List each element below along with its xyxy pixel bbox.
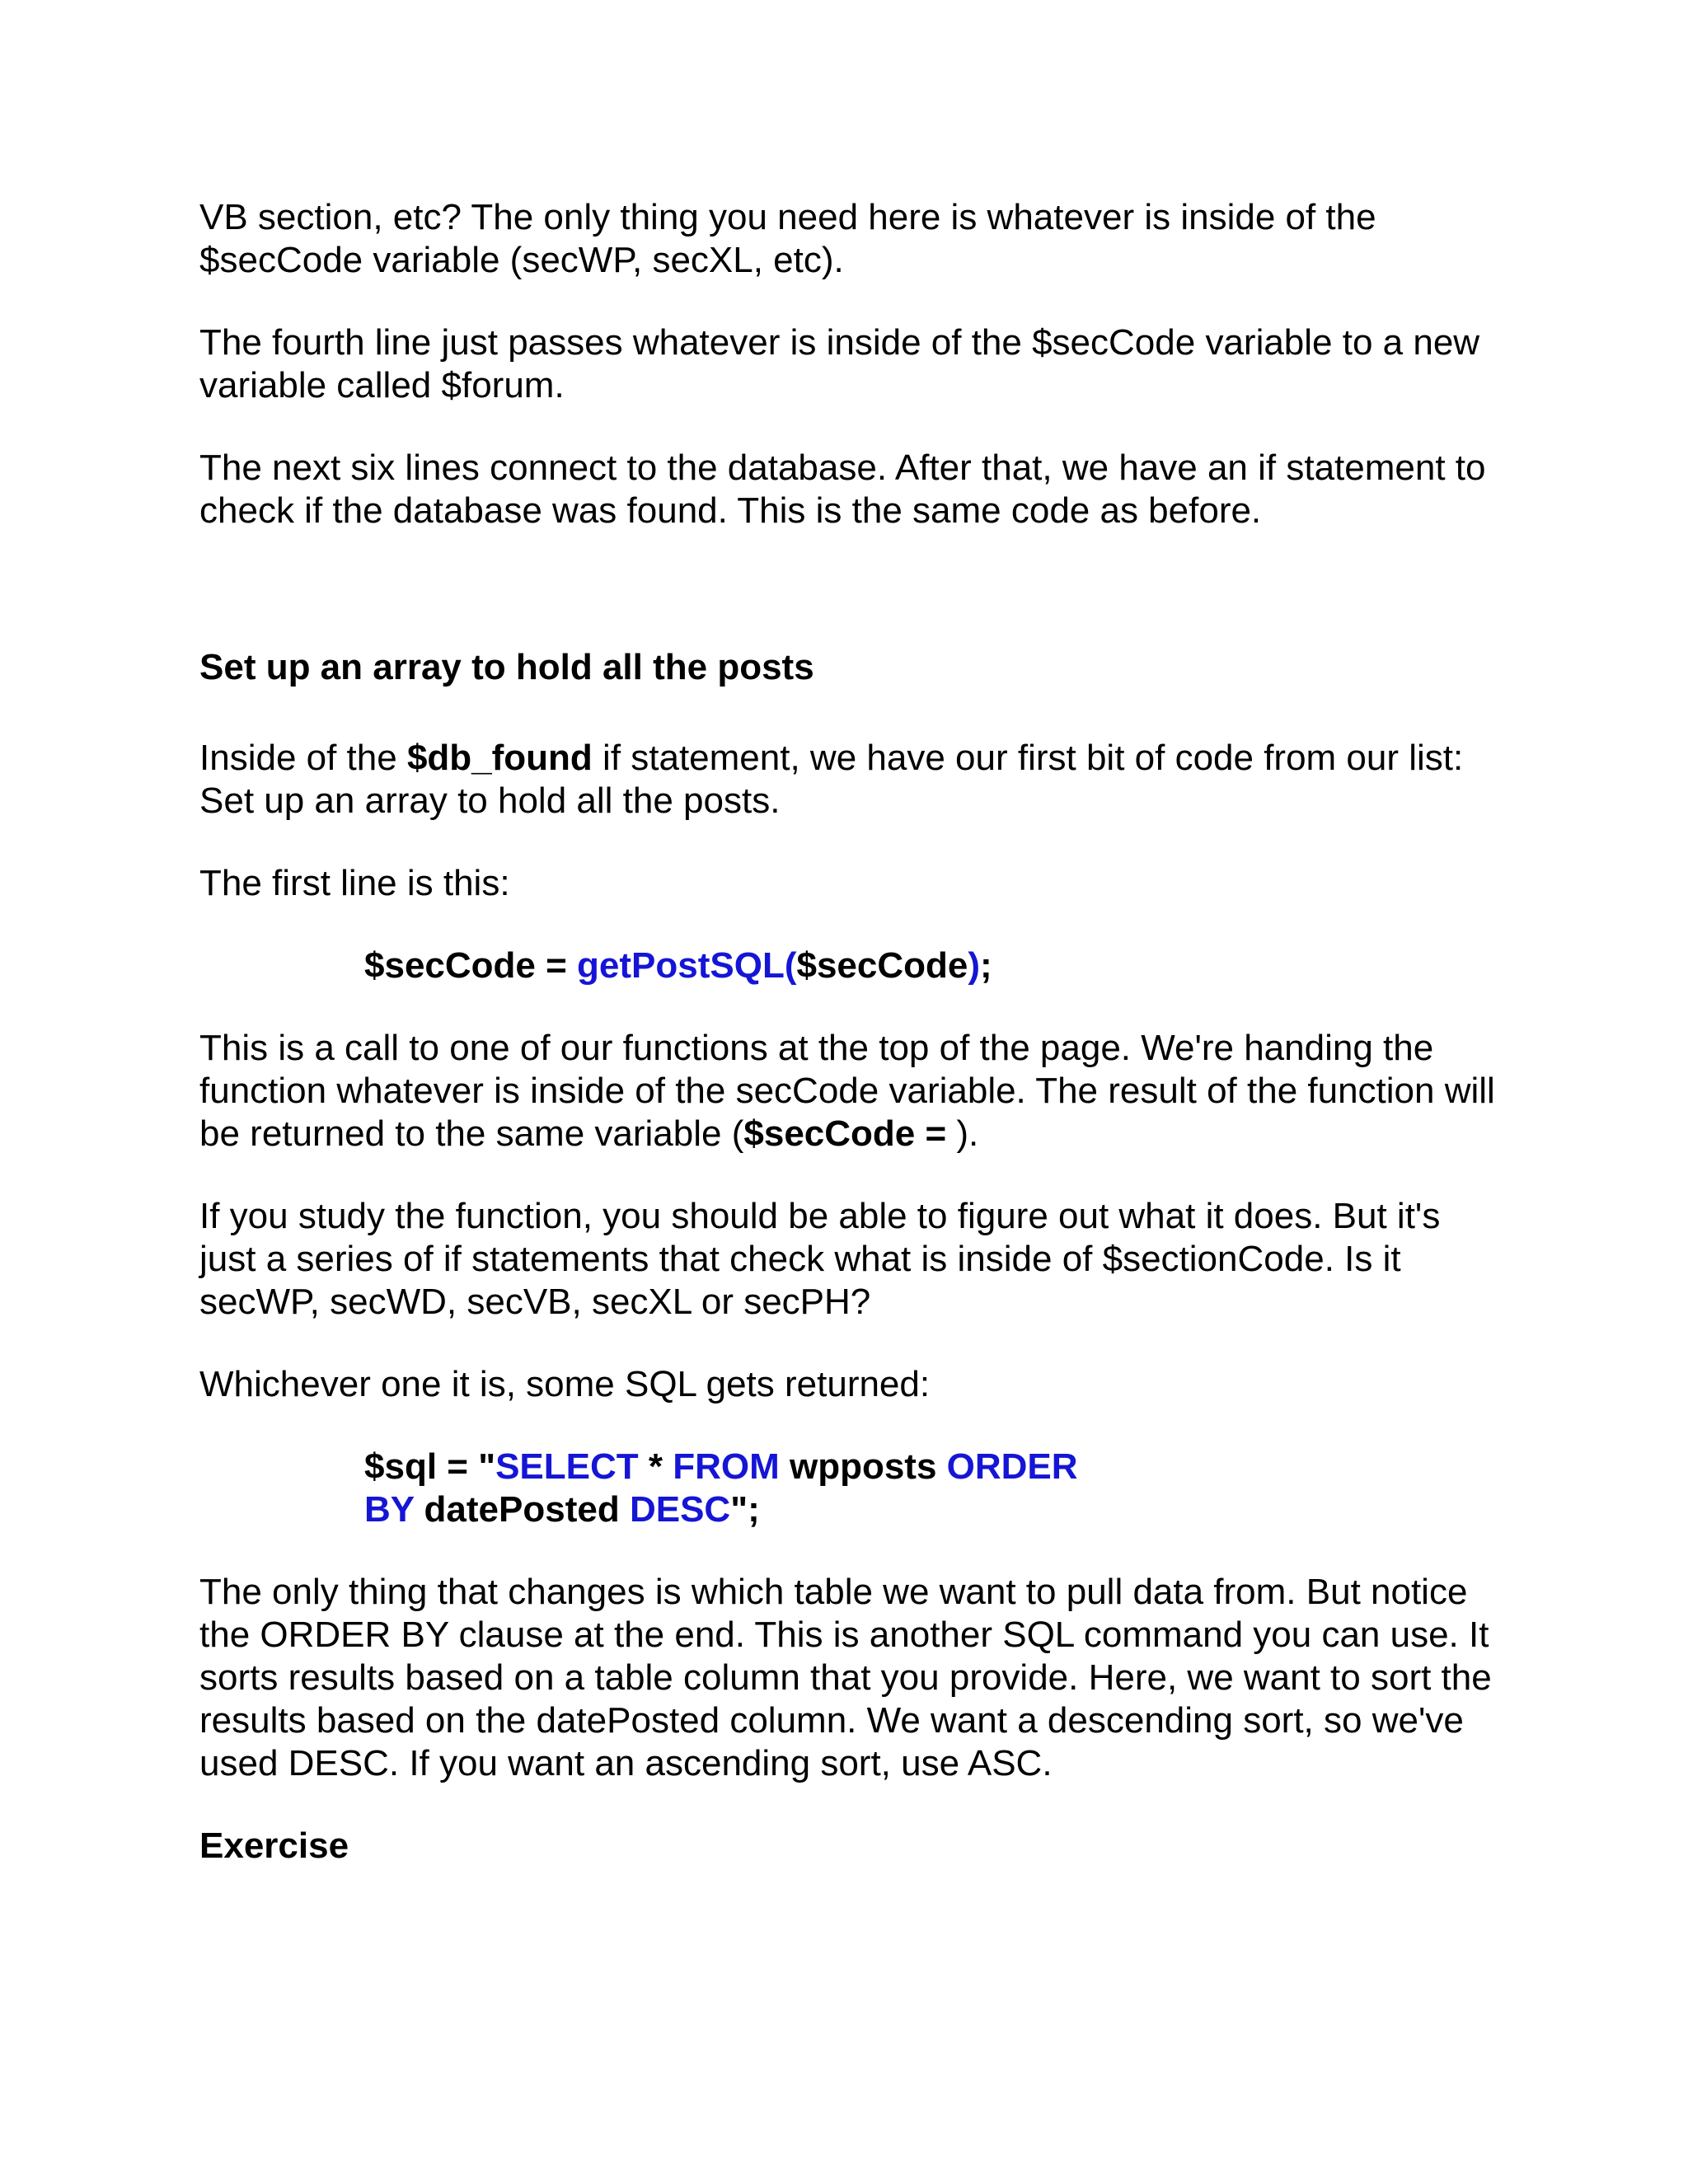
paragraph-fourth-line: The fourth line just passes whatever is inside of the $secCode variable to a new variable called $forum.: [199, 322, 1480, 405]
paragraph-first-line: The first line is this:: [199, 863, 510, 903]
paragraph-study-function: If you study the function, you should be able to figure out what it does. But it's just a series of if statements that check what is inside of $sectionCode. Is it secWP, secWD, secVB, secXL or secPH?: [199, 1196, 1441, 1322]
bold-db-found: $db_found: [406, 738, 593, 778]
bold-seccode: $secCode =: [743, 1113, 957, 1154]
paragraph-db-found: [199, 737, 1502, 823]
code-token-paren: ): [968, 945, 981, 986]
paragraph-function-call: [199, 1027, 1502, 1155]
code-token: *: [638, 1446, 673, 1487]
code-token: ";: [730, 1489, 760, 1530]
text-segment: This is a call to one of our functions at the top of the page. We're handing the function whatever is inside of the secCode variable. The result of the function will be returned to the same variable (: [199, 1028, 1495, 1154]
paragraph-six-lines: The next six lines connect to the database. After that, we have an if statement to check if the database was found. This is the same code as before.: [199, 448, 1486, 531]
paragraph-seccode-intro: VB section, etc? The only thing you need here is whatever is inside of the $secCode variable (secWP, secXL, etc).: [199, 197, 1376, 280]
text-segment: if statement, we have our first bit of code from our list: Set up an array to hold all the posts.: [199, 738, 1464, 821]
section-heading-exercise: Exercise: [199, 1825, 349, 1866]
document-page: [199, 196, 1502, 1915]
code-keyword-from: FROM: [673, 1446, 780, 1487]
paragraph-order-by: The only thing that changes is which table we want to pull data from. But notice the ORDER BY clause at the end. This is another SQL command you can use. It sorts results based on a table column that you provide. Here, we want to sort the results based on the datePosted column. We want a descending sort, so we've used DESC. If you want an ascending sort, use ASC.: [199, 1572, 1492, 1783]
text-segment: Inside of the: [199, 738, 407, 778]
code-token: $secCode: [796, 945, 968, 986]
code-token-function: getPostSQL(: [577, 945, 797, 986]
code-line-getpostsql: [199, 944, 1502, 987]
spacer: [199, 572, 1502, 646]
paragraph-sql-returned: Whichever one it is, some SQL gets returned:: [199, 1364, 931, 1404]
text-segment: ).: [956, 1113, 979, 1154]
code-keyword-desc: DESC: [629, 1489, 731, 1530]
code-keyword-order: ORDER: [946, 1446, 1078, 1487]
code-token: ;: [980, 945, 992, 986]
code-keyword-by: BY: [364, 1489, 415, 1530]
code-token: wpposts: [779, 1446, 947, 1487]
code-token: $sql = ": [364, 1446, 496, 1487]
code-token: datePosted: [414, 1489, 630, 1530]
code-token: $secCode =: [364, 945, 578, 986]
section-heading-array: Set up an array to hold all the posts: [199, 647, 814, 687]
code-block-sql: [199, 1446, 1502, 1531]
code-keyword-select: SELECT: [495, 1446, 639, 1487]
